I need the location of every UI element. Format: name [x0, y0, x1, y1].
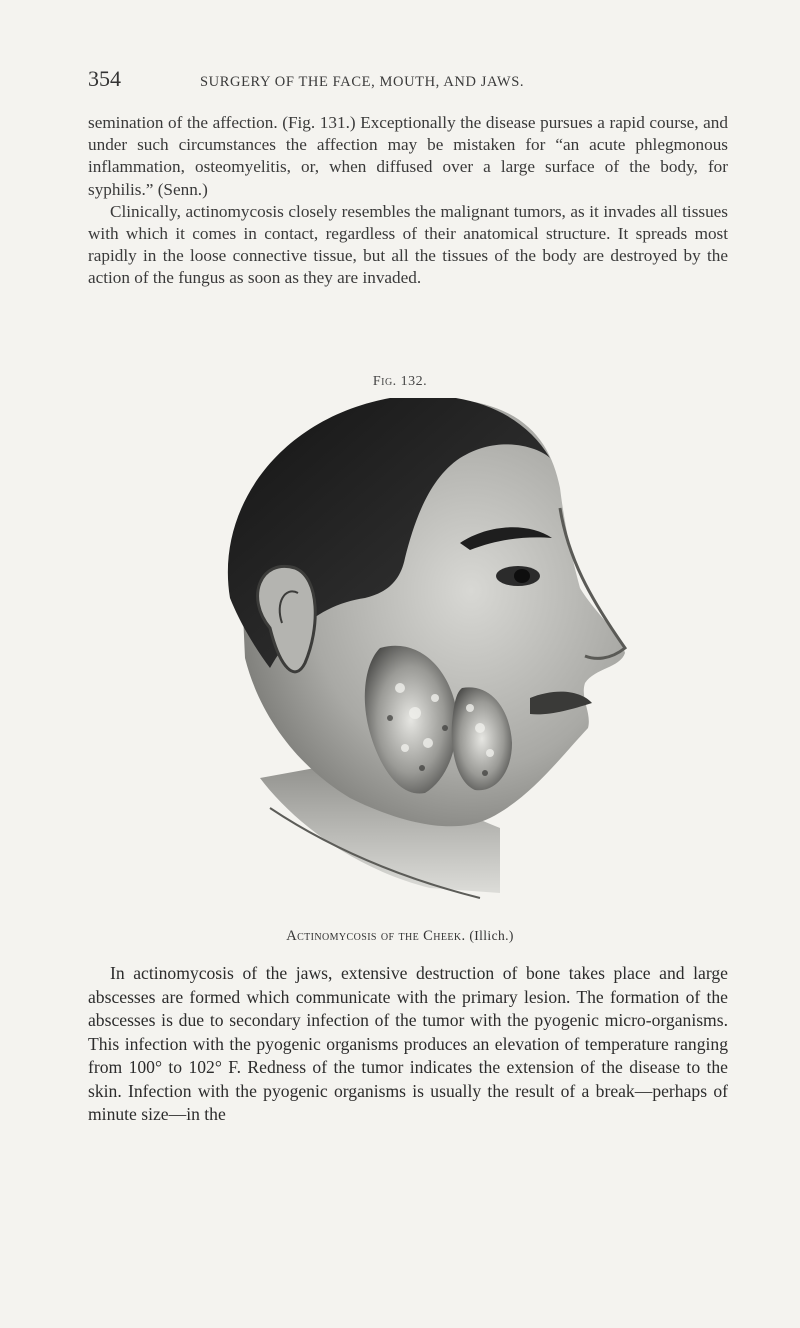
caption-source: (Illich.) — [469, 928, 514, 943]
paragraph-1-text: semination of the affection. (Fig. 131.) Exceptionally the disease pursues a rapid course, and under such circumstances the affection may be mistaken for “an acute phlegmonous inflammation, osteomyelitis, or, when diffused over a large surface of the body, for syphilis.” (Senn.) — [88, 113, 728, 199]
caption-title: Actinomycosis of the Cheek. — [286, 928, 466, 944]
patient-profile-photo — [200, 398, 640, 918]
paragraph-2-text: Clinically, actinomycosis closely resembles the malignant tumors, as it invades all tissues with which it comes in contact, regardless of their anatomical structure. It spreads most rapidly in the loose connective tissue, but all the tissues of the body are destroyed by the action of the fungus as soon as they are invaded. — [88, 201, 728, 288]
paragraph-3: In actinomycosis of the jaws, extensive destruction of bone takes place and large abscesses are formed which communicate with the primary lesion. The formation of the abscesses is due to secondary infection of the tumor with the pyogenic micro-organisms. This infection with the pyogenic organisms produces an elevation of temperature ranging from 100° to 102° F. Redness of the tumor indicates the extension of the disease to the skin. Infection with the pyogenic organisms is usually the result of a break—perhaps of minute size—in the — [88, 963, 728, 1124]
paragraph-continued — [88, 112, 728, 290]
running-head: SURGERY OF THE FACE, MOUTH, AND JAWS. — [200, 74, 525, 90]
figure-photograph — [200, 398, 640, 918]
figure-label: Fig. 132. — [372, 374, 428, 389]
figure-caption — [0, 928, 800, 945]
page-number: 354 — [88, 66, 121, 91]
page-header — [88, 66, 728, 94]
